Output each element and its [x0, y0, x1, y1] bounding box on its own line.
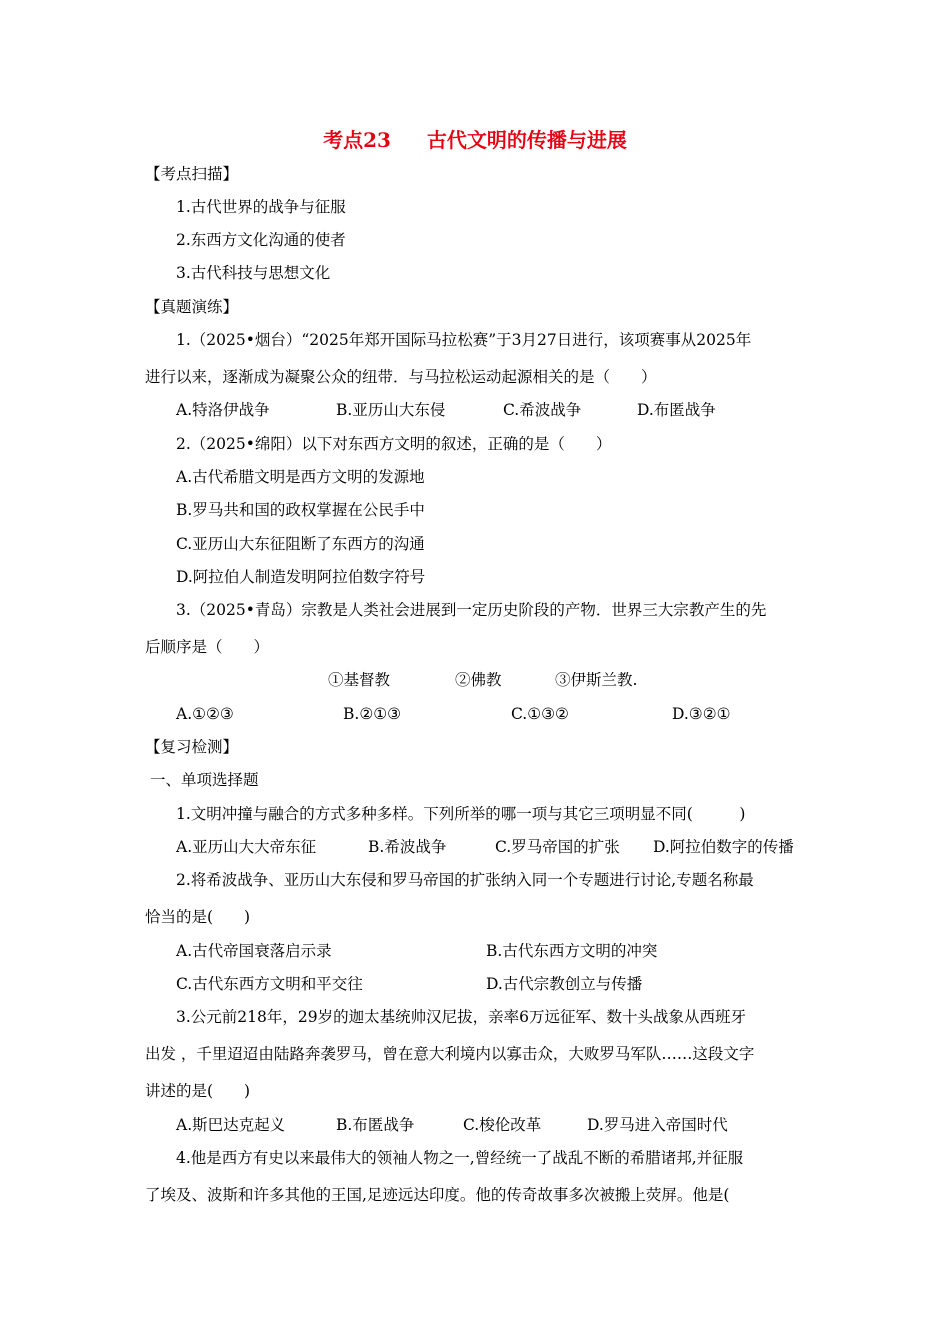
title-number: 考点23 — [323, 128, 391, 152]
scan-item-1: 1.古代世界的战争与征服 — [176, 198, 346, 216]
real-q2-line1: 2.（2025•绵阳）以下对东西方文明的叙述，正确的是（ ） — [176, 435, 612, 453]
religion-item: ①基督教 — [328, 671, 391, 689]
option: D.③②① — [672, 705, 731, 723]
review-q3-line2: 出发 ，千里迢迢由陆路奔袭罗马，曾在意大利境内以寡击众，大败罗马军队……这段文字 — [145, 1045, 755, 1063]
option: B.②①③ — [343, 705, 402, 723]
option: A.斯巴达克起义 — [176, 1116, 286, 1134]
option: A.古代帝国衰落启示录 — [176, 942, 332, 960]
real-q3-line1: 3.（2025•青岛）宗教是人类社会进展到一定历史阶段的产物．世界三大宗教产生的先 — [176, 601, 767, 619]
option: A.特洛伊战争 — [176, 401, 270, 419]
real-q2-option-a: A.古代希腊文明是西方文明的发源地 — [176, 468, 425, 486]
scan-item-3: 3.古代科技与思想文化 — [176, 264, 331, 282]
section-real-heading: 【真题演练】 — [145, 298, 239, 316]
religion-item: ②佛教 — [455, 671, 502, 689]
option: C.希波战争 — [503, 401, 582, 419]
real-q3-line2: 后顺序是（ ） — [145, 638, 270, 656]
scan-item-2: 2.东西方文化沟通的使者 — [176, 231, 346, 249]
review-q1-line1: 1.文明冲撞与融合的方式多种多样。下列所举的哪一项与其它三项明显不同( ) — [176, 805, 746, 823]
option: C.梭伦改革 — [463, 1116, 542, 1134]
religion-item: ③伊斯兰教. — [555, 671, 638, 689]
real-q2-option-d: D.阿拉伯人制造发明阿拉伯数字符号 — [176, 568, 426, 586]
option: D.罗马进入帝国时代 — [587, 1116, 728, 1134]
section-scan-heading: 【考点扫描】 — [145, 165, 239, 183]
review-q4-line1: 4.他是西方有史以来最伟大的领袖人物之一,曾经统一了战乱不断的希腊诸邦,并征服 — [176, 1149, 744, 1167]
option: D.阿拉伯数字的传播 — [653, 838, 794, 856]
option: B.希波战争 — [368, 838, 447, 856]
option: A.亚历山大大帝东征 — [176, 838, 317, 856]
real-q2-option-c: C.亚历山大东征阻断了东西方的沟通 — [176, 535, 425, 553]
review-q3-line3: 讲述的是( ) — [145, 1082, 251, 1100]
option: A.①②③ — [176, 705, 234, 723]
option: B.布匿战争 — [336, 1116, 415, 1134]
option: D.布匿战争 — [637, 401, 716, 419]
option: C.罗马帝国的扩张 — [495, 838, 620, 856]
title-topic: 古代文明的传播与进展 — [426, 128, 627, 152]
option: D.古代宗教创立与传播 — [486, 975, 643, 993]
option: C.古代东西方文明和平交往 — [176, 975, 363, 993]
review-part-heading: 一、单项选择题 — [150, 771, 259, 789]
real-q2-option-b: B.罗马共和国的政权掌握在公民手中 — [176, 501, 425, 519]
review-q2-line1: 2.将希波战争、亚历山大东侵和罗马帝国的扩张纳入同一个专题进行讨论,专题名称最 — [176, 871, 754, 889]
section-review-heading: 【复习检测】 — [145, 738, 239, 756]
review-q3-line1: 3.公元前218年，29岁的迦太基统帅汉尼拔，亲率6万远征军、数十头战象从西班牙 — [176, 1008, 746, 1026]
real-q1-line2: 进行以来，逐渐成为凝聚公众的纽带．与马拉松运动起源相关的是（ ） — [145, 368, 657, 386]
page-title — [0, 124, 950, 153]
review-q2-line2: 恰当的是( ) — [145, 908, 251, 926]
option: C.①③② — [511, 705, 569, 723]
option: B.亚历山大东侵 — [336, 401, 446, 419]
option: B.古代东西方文明的冲突 — [486, 942, 658, 960]
review-q4-line2: 了埃及、波斯和许多其他的王国,足迹远达印度。他的传奇故事多次被搬上荧屏。他是( — [145, 1186, 730, 1204]
real-q1-line1: 1.（2025•烟台）“2025年郑开国际马拉松赛”于3月27日进行，该项赛事从2025年 — [176, 331, 752, 349]
